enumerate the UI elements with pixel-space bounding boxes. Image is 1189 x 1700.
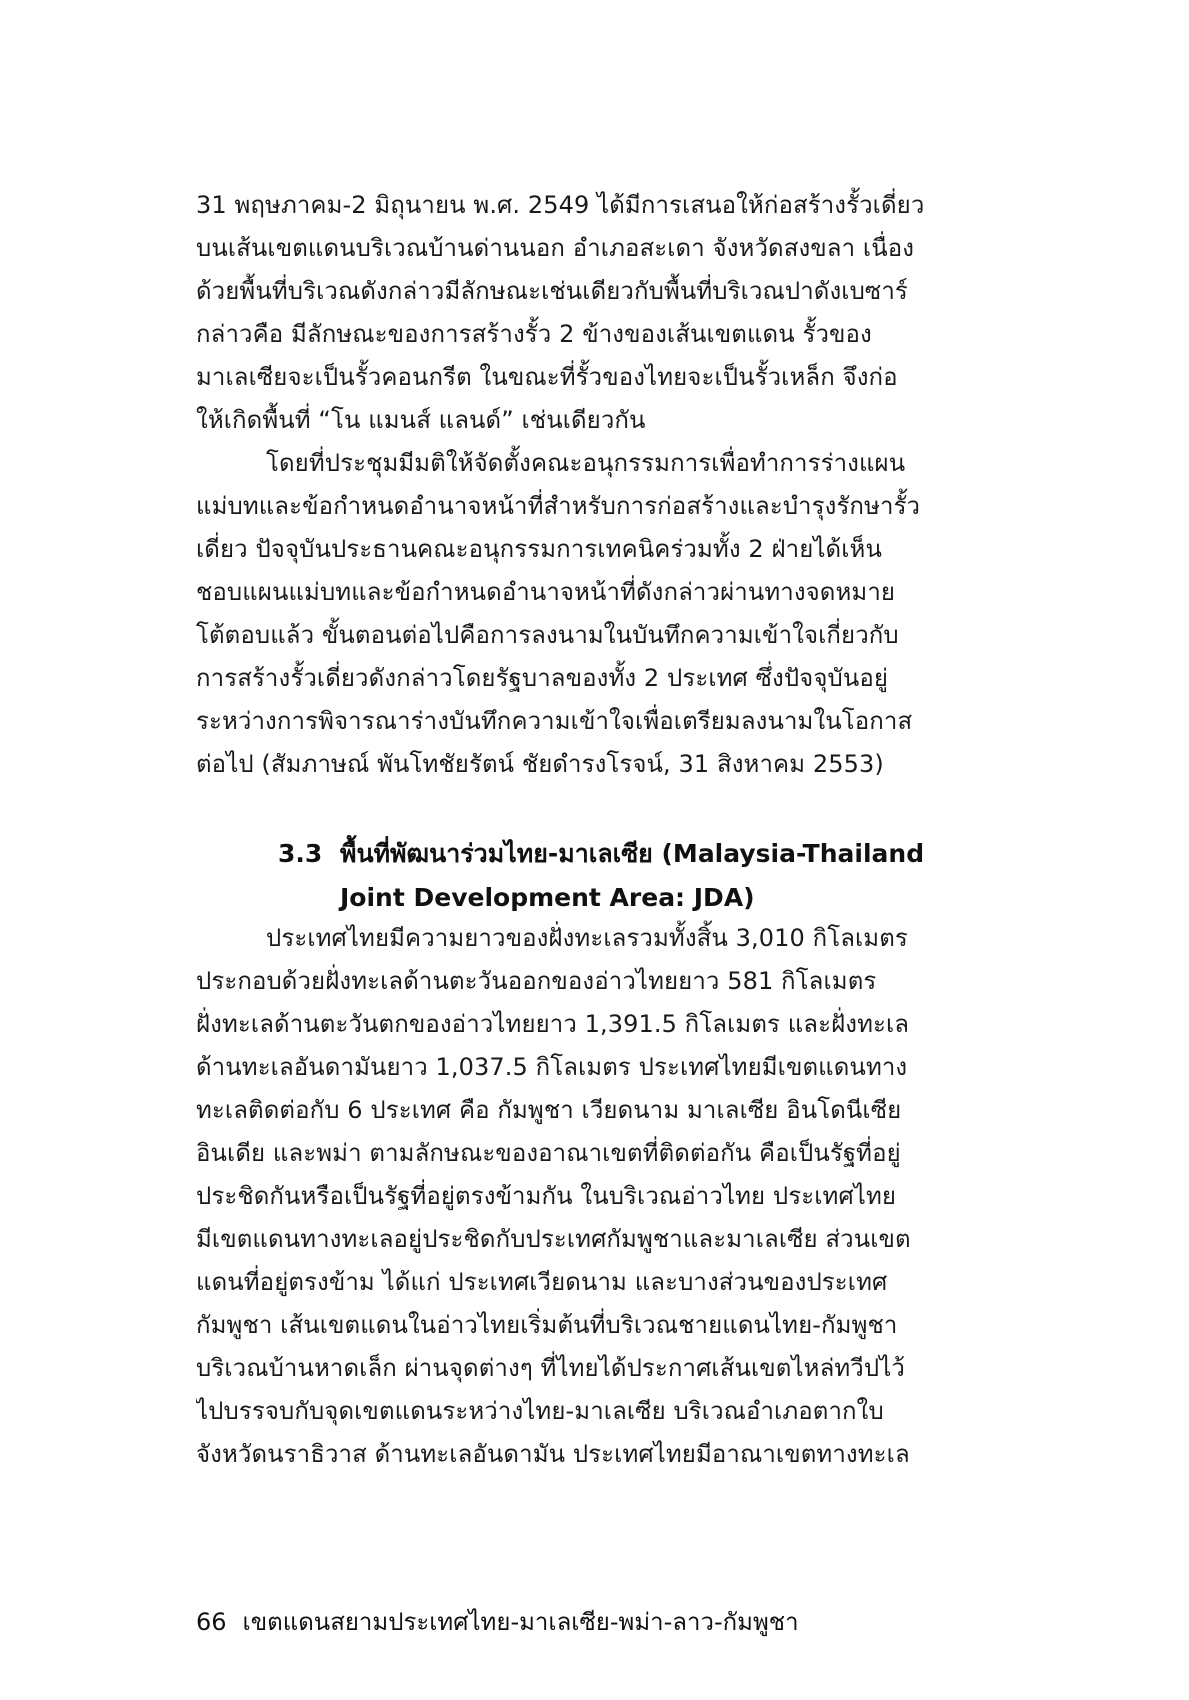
text-line: เดี่ยว ปัจจุบันประธานคณะอนุกรรมการเทคนิคร่วมทั้ง 2 ฝ่ายได้เห็น xyxy=(196,535,882,563)
text-line: มาเลเซียจะเป็นรั้วคอนกรีต ในขณะที่รั้วของไทยจะเป็นรั้วเหล็ก จึงก่อ xyxy=(196,363,898,391)
text-line: บนเส้นเขตแดนบริเวณบ้านด่านนอก อำเภอสะเดา จังหวัดสงขลา เนื่อง xyxy=(196,234,915,262)
text-line: กัมพูชา เส้นเขตแดนในอ่าวไทยเริ่มต้นที่บริเวณชายแดนไทย-กัมพูชา xyxy=(196,1311,898,1339)
text-line: ด้านทะเลอันดามันยาว 1,037.5 กิโลเมตร ประเทศไทยมีเขตแดนทาง xyxy=(196,1053,908,1081)
page-footer xyxy=(196,1602,799,1642)
text-line: ไปบรรจบกับจุดเขตแดนระหว่างไทย-มาเลเซีย บริเวณอำเภอตากใบ xyxy=(196,1397,884,1425)
text-line: อินเดีย และพม่า ตามลักษณะของอาณาเขตที่ติดต่อกัน คือเป็นรัฐที่อยู่ xyxy=(196,1139,901,1167)
text-line: การสร้างรั้วเดี่ยวดังกล่าวโดยรัฐบาลของทั้ง 2 ประเทศ ซึ่งปัจจุบันอยู่ xyxy=(196,664,889,692)
text-line: บริเวณบ้านหาดเล็ก ผ่านจุดต่างๆ ที่ไทยได้ประกาศเส้นเขตไหล่ทวีปไว้ xyxy=(196,1354,905,1382)
page-number: 66 xyxy=(196,1608,227,1636)
paragraph-body xyxy=(196,917,960,1476)
text-line: ชอบแผนแม่บทและข้อกำหนดอำนาจหน้าที่ดังกล่าวผ่านทางจดหมาย xyxy=(196,578,896,606)
section-heading xyxy=(278,832,978,920)
text-line: ฝั่งทะเลด้านตะวันตกของอ่าวไทยยาว 1,391.5 กิโลเมตร และฝั่งทะเล xyxy=(196,1010,910,1038)
text-line: กล่าวคือ มีลักษณะของการสร้างรั้ว 2 ข้างของเส้นเขตแดน รั้วของ xyxy=(196,320,872,348)
running-title: เขตแดนสยามประเทศไทย-มาเลเซีย-พม่า-ลาว-กัมพูชา xyxy=(242,1608,799,1636)
section-title: พื้นที่พัฒนาร่วมไทย-มาเลเซีย (Malaysia-Thailand xyxy=(340,839,925,868)
text-line: ระหว่างการพิจารณาร่างบันทึกความเข้าใจเพื่อเตรียมลงนามในโอกาส xyxy=(196,707,913,735)
text-line: โดยที่ประชุมมีมติให้จัดตั้งคณะอนุกรรมการเพื่อทำการร่างแผน xyxy=(266,449,906,477)
text-line: แม่บทและข้อกำหนดอำนาจหน้าที่สำหรับการก่อสร้างและบำรุงรักษารั้ว xyxy=(196,492,921,520)
section-number: 3.3 xyxy=(278,839,323,868)
paragraph-continued xyxy=(196,184,960,786)
text-line: ต่อไป (สัมภาษณ์ พันโทชัยรัตน์ ชัยดำรงโรจน์, 31 สิงหาคม 2553) xyxy=(196,750,884,778)
text-line: ประเทศไทยมีความยาวของฝั่งทะเลรวมทั้งสิ้น 3,010 กิโลเมตร xyxy=(266,924,908,952)
text-line: โต้ตอบแล้ว ขั้นตอนต่อไปคือการลงนามในบันทึกความเข้าใจเกี่ยวกับ xyxy=(196,621,899,649)
text-line: มีเขตแดนทางทะเลอยู่ประชิดกับประเทศกัมพูชาและมาเลเซีย ส่วนเขต xyxy=(196,1225,911,1253)
section-heading-line-1 xyxy=(278,832,978,876)
text-line: ให้เกิดพื้นที่ “โน แมนส์ แลนด์” เช่นเดียวกัน xyxy=(196,406,646,434)
text-line: ประชิดกันหรือเป็นรัฐที่อยู่ตรงข้ามกัน ในบริเวณอ่าวไทย ประเทศไทย xyxy=(196,1182,897,1210)
text-line: 31 พฤษภาคม-2 มิถุนายน พ.ศ. 2549 ได้มีการเสนอให้ก่อสร้างรั้วเดี่ยว xyxy=(196,191,925,219)
text-line: ด้วยพื้นที่บริเวณดังกล่าวมีลักษณะเช่นเดียวกับพื้นที่บริเวณปาดังเบซาร์ xyxy=(196,277,908,305)
text-line: จังหวัดนราธิวาส ด้านทะเลอันดามัน ประเทศไทยมีอาณาเขตทางทะเล xyxy=(196,1440,910,1468)
text-line: ทะเลติดต่อกับ 6 ประเทศ คือ กัมพูชา เวียดนาม มาเลเซีย อินโดนีเซีย xyxy=(196,1096,902,1124)
section-heading-line-2: Joint Development Area: JDA) xyxy=(340,883,755,912)
text-line: แดนที่อยู่ตรงข้าม ได้แก่ ประเทศเวียดนาม และบางส่วนของประเทศ xyxy=(196,1268,888,1296)
text-line: ประกอบด้วยฝั่งทะเลด้านตะวันออกของอ่าวไทยยาว 581 กิโลเมตร xyxy=(196,967,877,995)
